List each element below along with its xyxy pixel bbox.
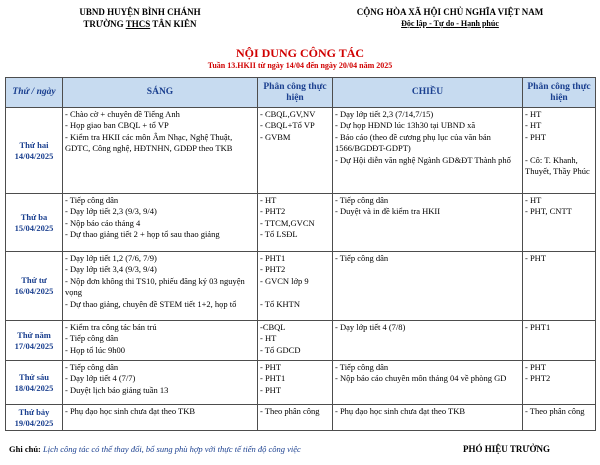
morning-assign-cell — [258, 361, 333, 405]
note-label: Ghi chú: — [9, 444, 41, 454]
morning-task: - Chào cờ + chuyên đề Tiếng Anh — [65, 109, 180, 119]
day-cell — [6, 108, 63, 194]
afternoon-assignee: - PHT — [525, 362, 547, 372]
morning-assignee: - Tổ KHTN — [260, 298, 300, 309]
day-cell — [6, 361, 63, 405]
org-school-type: THCS — [125, 19, 151, 29]
afternoon-assign-cell — [523, 194, 596, 252]
signature-title: PHÓ HIỆU TRƯỞNG — [463, 444, 551, 454]
afternoon-task: - Dạy lớp tiết 2,3 (7/14,7/15) — [335, 109, 434, 119]
morning-assignee: - PHT — [260, 362, 282, 372]
morning-task: - Kiểm tra HKII các môn Âm Nhạc, Nghệ Thuật, GDTC, Công nghệ, HĐTNHN, GDĐP theo TKB — [65, 131, 233, 154]
afternoon-assign-cell — [523, 321, 596, 361]
morning-assignee: - Tổ GDCD — [260, 344, 301, 355]
morning-tasks-cell — [63, 405, 258, 431]
document-header — [0, 6, 600, 46]
day-name: Thứ tư — [21, 275, 47, 285]
morning-tasks-cell — [63, 321, 258, 361]
afternoon-task: - Dự Hội diễn văn nghệ Ngành GD&ĐT Thành phố — [335, 154, 511, 165]
morning-assignee: - HT — [260, 195, 277, 205]
morning-assignee: - PHT — [260, 384, 282, 395]
morning-assign-cell — [258, 321, 333, 361]
morning-task: - Dự thao giảng tiết 2 + họp tổ sau thao giảng — [65, 229, 220, 240]
document-footer — [5, 444, 595, 460]
day-date: 15/04/2025 — [14, 222, 54, 233]
morning-task: - Dạy lớp tiết 3,4 (9/3, 9/4) — [65, 264, 157, 275]
afternoon-assignee — [525, 143, 593, 154]
column-header-day: Thứ / ngày — [6, 78, 63, 108]
morning-assignee: - CBQL,GV,NV — [260, 109, 316, 119]
day-date: 18/04/2025 — [14, 382, 54, 393]
afternoon-tasks-cell — [333, 405, 523, 431]
morning-task: - Tiếp công dân — [65, 362, 119, 372]
afternoon-task: - Tiếp công dân — [335, 195, 389, 205]
morning-task: - Họp tổ lúc 9h00 — [65, 344, 125, 355]
organization-block — [40, 6, 240, 30]
afternoon-assign-cell — [523, 108, 596, 194]
morning-assignee: - PHT2 — [260, 264, 286, 275]
afternoon-assign-cell — [523, 405, 596, 431]
day-cell — [6, 405, 63, 431]
org-school-prefix: TRƯỜNG — [83, 19, 126, 29]
nation-motto-text: Độc lập - Tự do - Hạnh phúc — [401, 19, 499, 28]
afternoon-assignee: - PHT2 — [525, 373, 551, 384]
morning-tasks-cell — [63, 361, 258, 405]
morning-task: - Kiểm tra công tác bán trú — [65, 322, 157, 332]
morning-tasks-cell — [63, 108, 258, 194]
morning-task: - Nộp đơn không thi TS10, phiếu đăng ký 03 nguyện vọng — [65, 275, 245, 298]
schedule-body — [6, 108, 596, 431]
day-cell — [6, 194, 63, 252]
afternoon-assignee: - PHT — [525, 253, 547, 263]
day-date: 19/04/2025 — [14, 417, 54, 428]
morning-assignee: - PHT1 — [260, 373, 286, 384]
afternoon-assignee: - PHT — [525, 131, 547, 142]
morning-tasks-cell — [63, 194, 258, 252]
afternoon-assign-cell — [523, 361, 596, 405]
morning-task: - Dạy lớp tiết 1,2 (7/6, 7/9) — [65, 253, 157, 263]
column-header-assign-afternoon: Phân công thực hiện — [523, 78, 596, 108]
afternoon-tasks-cell — [333, 252, 523, 321]
morning-task: - Nộp báo cáo tháng 4 — [65, 217, 141, 228]
table-row — [6, 321, 596, 361]
morning-assign-cell — [258, 252, 333, 321]
afternoon-task: - Báo cáo (theo đề cương phụ lục của văn bản 1566/BGDĐT-GDPT) — [335, 131, 491, 154]
afternoon-task: - Duyệt và in đề kiểm tra HKII — [335, 206, 441, 217]
afternoon-task: - Tiếp công dân — [335, 253, 389, 263]
morning-task: - Dự thao giảng, chuyên đề STEM tiết 1+2, họp tổ — [65, 298, 237, 309]
org-school-suffix: TÂN KIÊN — [150, 19, 197, 29]
table-row — [6, 405, 596, 431]
morning-assignee: - GVCN lớp 9 — [260, 275, 309, 286]
day-date: 16/04/2025 — [14, 286, 54, 296]
note-text: Lịch công tác có thể thay đổi, bổ sung phù hợp với thực tế tiến độ công việc — [40, 444, 301, 454]
morning-assignee: - Tổ LSĐL — [260, 229, 298, 240]
nation-motto — [300, 18, 600, 30]
afternoon-tasks-cell — [333, 361, 523, 405]
afternoon-task: - Dự họp HĐND lúc 13h30 tại UBND xã — [335, 120, 476, 131]
org-district: UBND HUYỆN BÌNH CHÁNH — [79, 7, 201, 17]
afternoon-task: - Phụ đạo học sinh chưa đạt theo TKB — [335, 406, 466, 416]
column-header-morning: SÁNG — [63, 78, 258, 108]
footer-note — [9, 444, 301, 454]
afternoon-tasks-cell — [333, 194, 523, 252]
afternoon-assignee: - HT — [525, 195, 542, 205]
table-header-row — [6, 78, 596, 108]
document-title: NỘI DUNG CÔNG TÁC — [235, 46, 365, 60]
afternoon-assignee: - Cô: T. Khanh, Thuyết, Thầy Phúc — [525, 154, 590, 177]
morning-assign-cell — [258, 194, 333, 252]
afternoon-assignee: - PHT, CNTT — [525, 206, 572, 217]
column-header-afternoon: CHIỀU — [333, 78, 523, 108]
day-name: Thứ sáu — [19, 371, 49, 382]
day-name: Thứ năm — [17, 329, 51, 340]
morning-task: - Tiếp công dân — [65, 333, 119, 344]
morning-assign-cell — [258, 405, 333, 431]
day-cell — [6, 321, 63, 361]
morning-assign-cell — [258, 108, 333, 194]
day-name: Thứ ba — [20, 211, 48, 222]
morning-assignee: - PHT2 — [260, 206, 286, 217]
morning-tasks-cell — [63, 252, 258, 321]
morning-task: - Phụ đạo học sinh chưa đạt theo TKB — [65, 406, 196, 416]
morning-assignee: - Theo phân công — [260, 406, 320, 416]
table-row — [6, 361, 596, 405]
table-row — [6, 252, 596, 321]
org-school — [40, 18, 240, 30]
afternoon-tasks-cell — [333, 321, 523, 361]
afternoon-tasks-cell — [333, 108, 523, 194]
afternoon-assignee: - HT — [525, 109, 542, 119]
day-cell — [6, 252, 63, 321]
afternoon-assign-cell — [523, 252, 596, 321]
day-date: 17/04/2025 — [14, 340, 54, 351]
schedule-table — [5, 77, 596, 431]
document-subtitle: Tuần 13.HKII từ ngày 14/04 đến ngày 20/04 năm 2025 — [207, 61, 393, 70]
morning-assignee: -CBQL — [260, 322, 286, 332]
morning-task: - Duyệt lịch báo giảng tuần 13 — [65, 384, 169, 395]
day-name: Thứ bảy — [18, 406, 50, 417]
afternoon-assignee: - Theo phân công — [525, 406, 585, 416]
morning-task: - Tiếp công dân — [65, 195, 119, 205]
afternoon-task: - Tiếp công dân — [335, 362, 389, 372]
day-date: 14/04/2025 — [14, 150, 54, 161]
morning-task: - Dạy lớp tiết 2,3 (9/3, 9/4) — [65, 206, 157, 217]
morning-task: - Dạy lớp tiết 4 (7/7) — [65, 373, 136, 384]
morning-assignee — [260, 287, 330, 298]
morning-assignee: - PHT1 — [260, 253, 286, 263]
morning-assignee: - CBQL+Tổ VP — [260, 120, 315, 131]
table-row — [6, 194, 596, 252]
table-row — [6, 108, 596, 194]
afternoon-task: - Dạy lớp tiết 4 (7/8) — [335, 322, 406, 332]
morning-assignee: - TTCM,GVCN — [260, 217, 315, 228]
morning-task: - Họp giao ban CBQL + tổ VP — [65, 120, 169, 131]
afternoon-assignee: - HT — [525, 120, 542, 131]
afternoon-assignee: - PHT1 — [525, 322, 551, 332]
day-name: Thứ hai — [19, 139, 49, 150]
afternoon-task: - Nộp báo cáo chuyên môn tháng 04 về phòng GD — [335, 373, 507, 384]
column-header-assign-morning: Phân công thực hiện — [258, 78, 333, 108]
morning-assignee: - HT — [260, 333, 277, 344]
nation-block — [300, 6, 600, 30]
morning-assignee: - GVBM — [260, 131, 291, 142]
nation-name: CỘNG HÒA XÃ HỘI CHỦ NGHĨA VIỆT NAM — [356, 7, 544, 17]
